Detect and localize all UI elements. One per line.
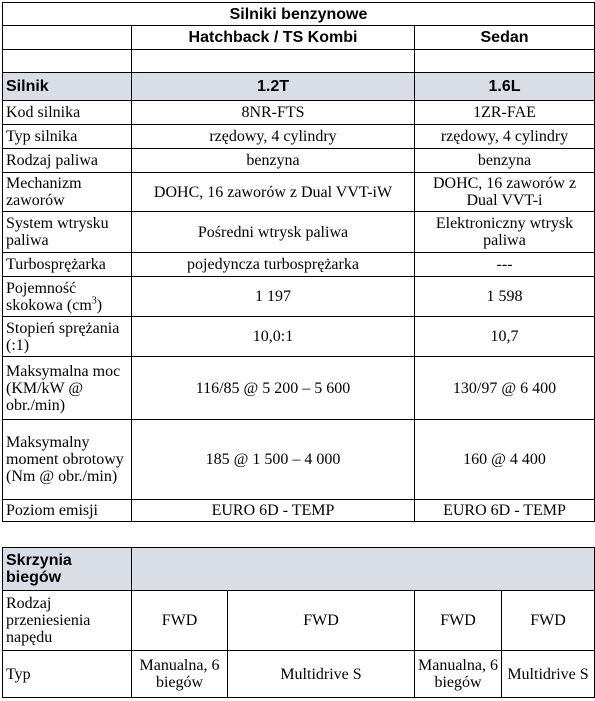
row-label-end: ) bbox=[96, 296, 103, 314]
value-hatchback: Pośredni wtrysk paliwa bbox=[132, 212, 415, 253]
table-row bbox=[3, 253, 595, 277]
value-sedan: --- bbox=[415, 253, 595, 277]
row-label-superscript: 3 bbox=[91, 295, 97, 307]
transmission-type: Manualna, 6 biegów bbox=[132, 651, 228, 698]
table-row bbox=[3, 500, 595, 522]
value-sedan: 130/97 @ 6 400 bbox=[415, 357, 595, 420]
transmission-type: Manualna, 6 biegów bbox=[415, 651, 502, 698]
row-label: Typ bbox=[3, 651, 132, 698]
value-hatchback: rzędowy, 4 cylindry bbox=[132, 125, 415, 149]
column-header-hatchback: Hatchback / TS Kombi bbox=[132, 26, 415, 50]
row-label: Stopień sprężania (:1) bbox=[3, 317, 132, 357]
engine-row-label: Silnik bbox=[3, 73, 132, 101]
table-row bbox=[3, 420, 595, 500]
value-sedan: 10,7 bbox=[415, 317, 595, 357]
value-hatchback: DOHC, 16 zaworów z Dual VVT-iW bbox=[132, 173, 415, 212]
transmission-type: Multidrive S bbox=[228, 651, 415, 698]
table-row bbox=[3, 591, 595, 651]
table-row bbox=[3, 149, 595, 173]
row-label: Mechanizm zaworów bbox=[3, 173, 132, 212]
spacer-cell bbox=[3, 50, 132, 73]
value-sedan: EURO 6D - TEMP bbox=[415, 500, 595, 522]
table-row bbox=[3, 101, 595, 125]
value-hatchback: benzyna bbox=[132, 149, 415, 173]
row-label: Maksymalna moc (KM/kW @ obr./min) bbox=[3, 357, 132, 420]
table-row bbox=[3, 317, 595, 357]
table-row bbox=[3, 357, 595, 420]
drive-value: FWD bbox=[415, 591, 502, 651]
value-hatchback: pojedyncza turbosprężarka bbox=[132, 253, 415, 277]
value-hatchback: 10,0:1 bbox=[132, 317, 415, 357]
row-label-text: Pojemność skokowa (cm bbox=[6, 279, 92, 314]
table-row bbox=[3, 651, 595, 698]
petrol-engines-table bbox=[2, 2, 595, 522]
value-hatchback: EURO 6D - TEMP bbox=[132, 500, 415, 522]
value-hatchback: 1 197 bbox=[132, 277, 415, 317]
value-sedan: 1ZR-FAE bbox=[415, 101, 595, 125]
value-hatchback: 185 @ 1 500 – 4 000 bbox=[132, 420, 415, 500]
drive-value: FWD bbox=[502, 591, 595, 651]
row-label: Turbosprężarka bbox=[3, 253, 132, 277]
value-sedan: benzyna bbox=[415, 149, 595, 173]
spacer-cell bbox=[132, 50, 415, 73]
row-label bbox=[3, 277, 132, 317]
transmission-type: Multidrive S bbox=[502, 651, 595, 698]
spacer-cell bbox=[415, 50, 595, 73]
value-sedan: 1 598 bbox=[415, 277, 595, 317]
value-sedan: 160 @ 4 400 bbox=[415, 420, 595, 500]
value-sedan: rzędowy, 4 cylindry bbox=[415, 125, 595, 149]
row-label: Rodzaj paliwa bbox=[3, 149, 132, 173]
gearbox-table bbox=[2, 547, 595, 698]
drive-value: FWD bbox=[228, 591, 415, 651]
table-row bbox=[3, 173, 595, 212]
row-label: Poziom emisji bbox=[3, 500, 132, 522]
value-hatchback: 8NR-FTS bbox=[132, 101, 415, 125]
row-label: Kod silnika bbox=[3, 101, 132, 125]
value-sedan: Elektroniczny wtrysk paliwa bbox=[415, 212, 595, 253]
row-label: System wtrysku paliwa bbox=[3, 212, 132, 253]
row-label: Typ silnika bbox=[3, 125, 132, 149]
engine-sedan: 1.6L bbox=[415, 73, 595, 101]
drive-value: FWD bbox=[132, 591, 228, 651]
table-row bbox=[3, 212, 595, 253]
petrol-engines-title: Silniki benzynowe bbox=[3, 3, 595, 26]
gearbox-title: Skrzynia biegów bbox=[3, 548, 132, 591]
row-label: Maksymalny moment obrotowy (Nm @ obr./min) bbox=[3, 420, 132, 500]
engine-hatchback: 1.2T bbox=[132, 73, 415, 101]
value-hatchback: 116/85 @ 5 200 – 5 600 bbox=[132, 357, 415, 420]
table-row bbox=[3, 125, 595, 149]
gearbox-title-fill bbox=[132, 548, 595, 591]
column-header-sedan: Sedan bbox=[415, 26, 595, 50]
header-blank-cell bbox=[3, 26, 132, 50]
table-row bbox=[3, 277, 595, 317]
row-label: Rodzaj przeniesienia napędu bbox=[3, 591, 132, 651]
value-sedan: DOHC, 16 zaworów z Dual VVT-i bbox=[415, 173, 595, 212]
